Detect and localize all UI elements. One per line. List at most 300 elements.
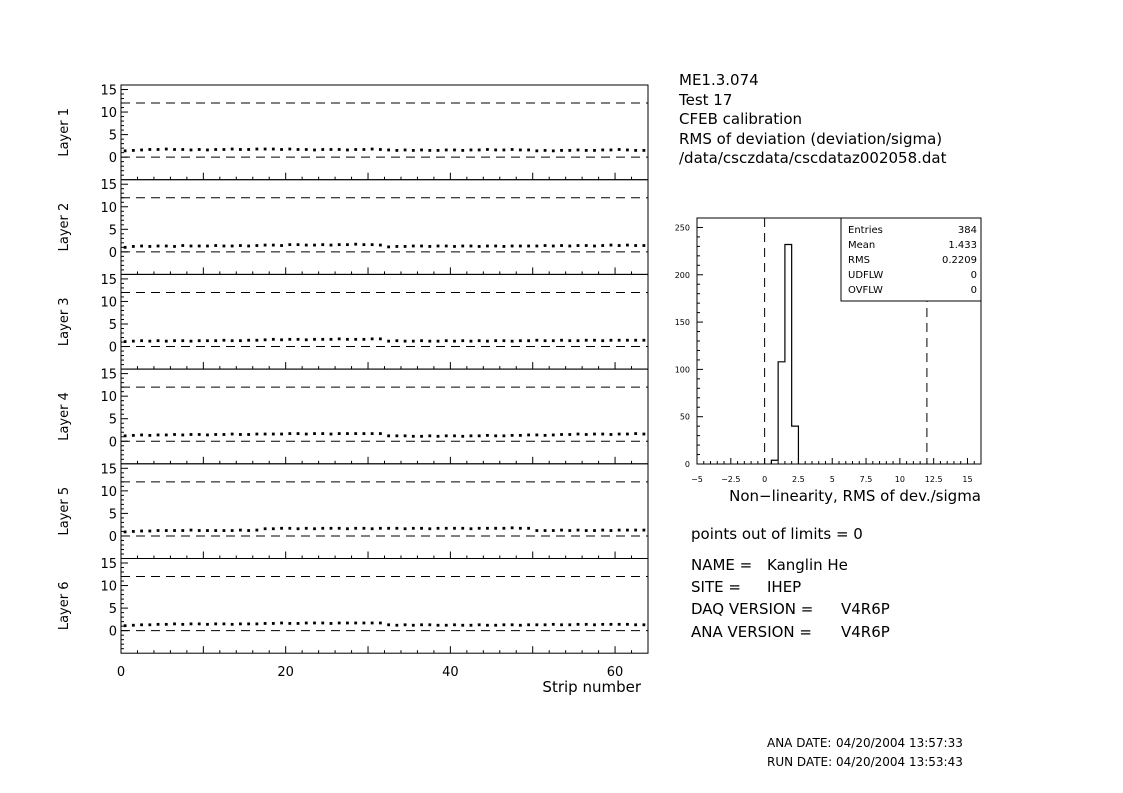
stats-value: 1.433 bbox=[948, 240, 977, 251]
data-point bbox=[494, 149, 497, 152]
data-point bbox=[404, 245, 407, 248]
data-point bbox=[494, 245, 497, 248]
layer-panel bbox=[57, 368, 648, 464]
data-point bbox=[264, 338, 267, 341]
data-point bbox=[618, 244, 621, 247]
data-point bbox=[181, 148, 184, 151]
data-point bbox=[173, 339, 176, 342]
data-point bbox=[404, 149, 407, 152]
data-point bbox=[214, 244, 217, 247]
stats-value: 0.2209 bbox=[942, 255, 977, 266]
data-point bbox=[297, 243, 300, 246]
hist-y-tick-label: 250 bbox=[674, 223, 690, 233]
data-point bbox=[453, 623, 456, 626]
data-point bbox=[552, 623, 555, 626]
data-point bbox=[148, 245, 151, 248]
data-point bbox=[198, 339, 201, 342]
data-point bbox=[371, 243, 374, 246]
y-tick-label: 0 bbox=[108, 340, 117, 356]
data-point bbox=[461, 527, 464, 530]
data-point bbox=[428, 434, 431, 437]
y-tick-label: 5 bbox=[108, 507, 117, 523]
data-point bbox=[247, 148, 250, 151]
data-point bbox=[223, 622, 226, 625]
panel-frame bbox=[121, 274, 648, 369]
data-point bbox=[461, 149, 464, 152]
data-point bbox=[255, 433, 258, 436]
y-tick-label: 15 bbox=[100, 272, 117, 288]
data-point bbox=[420, 435, 423, 438]
data-point bbox=[338, 337, 341, 340]
data-point bbox=[437, 624, 440, 627]
data-point bbox=[165, 340, 168, 343]
data-point bbox=[223, 245, 226, 248]
data-point bbox=[511, 623, 514, 626]
data-point bbox=[502, 527, 505, 530]
data-point bbox=[453, 434, 456, 437]
data-point bbox=[354, 527, 357, 530]
data-point bbox=[412, 245, 415, 248]
data-point bbox=[190, 340, 193, 343]
data-point bbox=[124, 246, 127, 249]
data-point bbox=[445, 624, 448, 627]
data-point bbox=[420, 623, 423, 626]
data-point bbox=[124, 149, 127, 152]
data-point bbox=[486, 624, 489, 627]
data-point bbox=[445, 527, 448, 530]
data-point bbox=[305, 433, 308, 436]
run-date-row bbox=[767, 755, 963, 769]
stats-value: 0 bbox=[970, 285, 977, 296]
panel-frame bbox=[121, 180, 648, 275]
panel-frame bbox=[121, 464, 648, 559]
layer-panel bbox=[57, 84, 648, 180]
hist-x-tick-label: 10 bbox=[894, 475, 905, 484]
data-point bbox=[239, 148, 242, 151]
data-point bbox=[610, 433, 613, 436]
data-point bbox=[395, 527, 398, 530]
data-point bbox=[223, 433, 226, 436]
data-point bbox=[132, 624, 135, 627]
data-point bbox=[420, 339, 423, 342]
panel-ylabel: Layer 1 bbox=[57, 108, 72, 157]
data-point bbox=[412, 340, 415, 343]
data-point bbox=[165, 623, 168, 626]
stats-label: UDFLW bbox=[848, 270, 884, 281]
data-point bbox=[321, 622, 324, 625]
data-point bbox=[305, 244, 308, 247]
data-point bbox=[379, 432, 382, 435]
ana-version-row bbox=[691, 623, 890, 641]
x-axis-label: Strip number bbox=[542, 678, 641, 697]
data-point bbox=[379, 244, 382, 247]
data-point bbox=[148, 530, 151, 533]
data-point bbox=[330, 338, 333, 341]
data-point bbox=[552, 529, 555, 532]
data-point bbox=[544, 434, 547, 437]
data-point bbox=[363, 622, 366, 625]
data-point bbox=[478, 434, 481, 437]
stats-label: OVFLW bbox=[848, 285, 883, 296]
data-point bbox=[272, 527, 275, 530]
data-point bbox=[404, 527, 407, 530]
data-point bbox=[264, 433, 267, 436]
y-tick-label: 5 bbox=[108, 318, 117, 334]
data-point bbox=[461, 339, 464, 342]
name-value: Kanglin He bbox=[767, 556, 848, 574]
data-point bbox=[223, 529, 226, 532]
data-point bbox=[297, 432, 300, 435]
data-point bbox=[527, 245, 530, 248]
data-point bbox=[140, 245, 143, 248]
hist-y-tick-label: 150 bbox=[674, 318, 690, 328]
data-point bbox=[445, 434, 448, 437]
data-point bbox=[321, 432, 324, 435]
data-point bbox=[601, 149, 604, 152]
data-point bbox=[313, 527, 316, 530]
data-point bbox=[437, 149, 440, 152]
data-point bbox=[428, 340, 431, 343]
data-point bbox=[470, 527, 473, 530]
data-point bbox=[124, 434, 127, 437]
panel-frame bbox=[121, 85, 648, 180]
data-point bbox=[140, 530, 143, 533]
y-tick-label: 15 bbox=[100, 83, 117, 99]
data-point bbox=[626, 339, 629, 342]
data-point bbox=[280, 527, 283, 530]
data-point bbox=[486, 245, 489, 248]
data-point bbox=[288, 432, 291, 435]
data-point bbox=[173, 148, 176, 151]
y-tick-label: 5 bbox=[108, 602, 117, 618]
data-point bbox=[165, 434, 168, 437]
hist-x-tick-label: 0 bbox=[762, 475, 768, 484]
data-point bbox=[288, 622, 291, 625]
x-tick-label: 20 bbox=[277, 665, 294, 681]
data-point bbox=[593, 433, 596, 436]
data-point bbox=[363, 432, 366, 435]
data-point bbox=[157, 245, 160, 248]
x-tick-label: 60 bbox=[606, 665, 624, 681]
data-point bbox=[519, 527, 522, 530]
data-point bbox=[338, 432, 341, 435]
data-point bbox=[560, 339, 563, 342]
panel-frame bbox=[121, 559, 648, 654]
data-point bbox=[272, 148, 275, 151]
data-point bbox=[601, 244, 604, 247]
data-point bbox=[486, 148, 489, 151]
x-tick-label: 40 bbox=[442, 665, 459, 681]
y-tick-label: 0 bbox=[108, 529, 117, 545]
data-point bbox=[330, 622, 333, 625]
ana-date-label: ANA DATE: bbox=[767, 736, 832, 750]
data-point bbox=[346, 622, 349, 625]
data-point bbox=[247, 433, 250, 436]
data-point bbox=[214, 433, 217, 436]
data-point bbox=[437, 435, 440, 438]
data-point bbox=[198, 148, 201, 151]
data-point bbox=[338, 622, 341, 625]
header-block bbox=[679, 71, 947, 169]
data-point bbox=[470, 434, 473, 437]
data-point bbox=[519, 339, 522, 342]
data-point bbox=[593, 339, 596, 342]
data-point bbox=[330, 244, 333, 247]
data-point bbox=[198, 433, 201, 436]
data-point bbox=[223, 339, 226, 342]
data-point bbox=[330, 433, 333, 436]
test-number: Test 17 bbox=[679, 90, 733, 109]
data-point bbox=[354, 338, 357, 341]
data-point bbox=[363, 243, 366, 246]
data-point bbox=[239, 339, 242, 342]
data-point bbox=[272, 433, 275, 436]
data-point bbox=[387, 149, 390, 152]
data-point bbox=[585, 623, 588, 626]
data-point bbox=[239, 433, 242, 436]
hist-bin bbox=[778, 362, 785, 464]
data-point bbox=[412, 149, 415, 152]
data-point bbox=[280, 148, 283, 151]
data-point bbox=[190, 529, 193, 532]
data-point bbox=[461, 245, 464, 248]
data-point bbox=[223, 148, 226, 151]
data-point bbox=[264, 622, 267, 625]
stats-label: Mean bbox=[848, 240, 876, 251]
data-point bbox=[478, 339, 481, 342]
daq-version-row bbox=[691, 600, 890, 618]
data-point bbox=[626, 623, 629, 626]
stats-value: 0 bbox=[970, 270, 977, 281]
data-point bbox=[346, 243, 349, 246]
data-point bbox=[190, 622, 193, 625]
data-point bbox=[585, 339, 588, 342]
ana-version-label: ANA VERSION = bbox=[691, 623, 812, 641]
data-point bbox=[330, 148, 333, 151]
data-point bbox=[593, 149, 596, 152]
data-point bbox=[371, 527, 374, 530]
data-point bbox=[445, 149, 448, 152]
data-point bbox=[132, 245, 135, 248]
data-point bbox=[634, 149, 637, 152]
data-point bbox=[181, 339, 184, 342]
data-point bbox=[157, 623, 160, 626]
data-point bbox=[272, 622, 275, 625]
data-point bbox=[601, 529, 604, 532]
data-point bbox=[346, 149, 349, 152]
data-point bbox=[190, 433, 193, 436]
hist-y-tick-label: 0 bbox=[684, 460, 690, 469]
hist-x-tick-label: 15 bbox=[962, 475, 973, 484]
data-point bbox=[255, 622, 258, 625]
y-tick-label: 15 bbox=[100, 557, 117, 573]
data-point bbox=[231, 148, 234, 151]
data-point bbox=[626, 149, 629, 152]
data-point bbox=[387, 340, 390, 343]
data-point bbox=[437, 527, 440, 530]
site-row bbox=[691, 578, 802, 596]
data-point bbox=[354, 243, 357, 246]
hist-bin bbox=[792, 426, 799, 464]
data-point bbox=[544, 149, 547, 152]
data-point bbox=[165, 245, 168, 248]
data-point bbox=[577, 529, 580, 532]
data-point bbox=[445, 339, 448, 342]
data-point bbox=[560, 149, 563, 152]
data-point bbox=[568, 433, 571, 436]
data-point bbox=[634, 244, 637, 247]
data-point bbox=[206, 339, 209, 342]
data-point bbox=[577, 244, 580, 247]
data-point bbox=[157, 339, 160, 342]
data-point bbox=[148, 623, 151, 626]
data-point bbox=[272, 244, 275, 247]
y-tick-label: 5 bbox=[108, 223, 117, 239]
data-point bbox=[552, 434, 555, 437]
data-point bbox=[494, 339, 497, 342]
data-point bbox=[560, 623, 563, 626]
data-point bbox=[470, 245, 473, 248]
data-point bbox=[165, 148, 168, 151]
data-point bbox=[560, 529, 563, 532]
hist-x-tick-label: −5 bbox=[691, 475, 703, 484]
data-point bbox=[239, 529, 242, 532]
data-point bbox=[255, 339, 258, 342]
hist-y-tick-label: 50 bbox=[679, 412, 690, 422]
layer-panel bbox=[57, 178, 648, 274]
data-point bbox=[338, 243, 341, 246]
data-point bbox=[642, 529, 645, 532]
data-point bbox=[173, 622, 176, 625]
data-point bbox=[642, 623, 645, 626]
data-point bbox=[313, 338, 316, 341]
data-point bbox=[535, 623, 538, 626]
data-point bbox=[297, 527, 300, 530]
data-point bbox=[231, 433, 234, 436]
data-point bbox=[313, 149, 316, 152]
data-point bbox=[577, 339, 580, 342]
y-tick-label: 5 bbox=[108, 412, 117, 428]
data-point bbox=[198, 245, 201, 248]
data-point bbox=[502, 339, 505, 342]
data-point bbox=[387, 245, 390, 248]
data-point bbox=[453, 245, 456, 248]
data-point bbox=[247, 622, 250, 625]
data-point bbox=[206, 623, 209, 626]
data-point bbox=[140, 149, 143, 152]
data-point bbox=[478, 527, 481, 530]
data-point bbox=[593, 245, 596, 248]
data-point bbox=[634, 623, 637, 626]
data-point bbox=[618, 623, 621, 626]
data-point bbox=[264, 527, 267, 530]
ana-version-value: V4R6P bbox=[841, 623, 890, 641]
data-point bbox=[478, 149, 481, 152]
data-point bbox=[502, 149, 505, 152]
data-point bbox=[140, 623, 143, 626]
data-point bbox=[363, 527, 366, 530]
panel-ylabel: Layer 3 bbox=[57, 297, 72, 347]
data-point bbox=[346, 527, 349, 530]
y-tick-label: 10 bbox=[100, 106, 117, 122]
data-point bbox=[461, 624, 464, 627]
data-point bbox=[568, 529, 571, 532]
data-point bbox=[437, 245, 440, 248]
measurement-description: RMS of deviation (deviation/sigma) bbox=[679, 129, 943, 148]
data-point bbox=[535, 245, 538, 248]
data-point bbox=[148, 340, 151, 343]
data-point bbox=[321, 243, 324, 246]
hist-x-tick-label: −2.5 bbox=[721, 475, 741, 484]
data-point bbox=[255, 529, 258, 532]
data-point bbox=[181, 623, 184, 626]
data-point bbox=[280, 622, 283, 625]
data-point bbox=[280, 433, 283, 436]
y-tick-label: 10 bbox=[100, 295, 117, 311]
data-point bbox=[272, 338, 275, 341]
data-point bbox=[552, 245, 555, 248]
data-point bbox=[601, 433, 604, 436]
y-tick-label: 15 bbox=[100, 462, 117, 478]
data-point bbox=[535, 529, 538, 532]
data-point bbox=[239, 622, 242, 625]
data-point bbox=[618, 339, 621, 342]
data-point bbox=[404, 623, 407, 626]
data-point bbox=[577, 623, 580, 626]
data-point bbox=[206, 434, 209, 437]
data-point bbox=[165, 529, 168, 532]
data-point bbox=[634, 339, 637, 342]
data-point bbox=[453, 149, 456, 152]
data-point bbox=[486, 434, 489, 437]
data-point bbox=[280, 338, 283, 341]
data-point bbox=[173, 245, 176, 248]
data-point bbox=[428, 527, 431, 530]
data-point bbox=[346, 432, 349, 435]
data-point bbox=[231, 245, 234, 248]
test-name: CFEB calibration bbox=[679, 110, 803, 128]
data-point bbox=[214, 148, 217, 151]
data-point bbox=[478, 245, 481, 248]
data-point bbox=[618, 529, 621, 532]
data-point bbox=[610, 339, 613, 342]
data-point bbox=[214, 339, 217, 342]
data-point bbox=[618, 433, 621, 436]
data-point bbox=[560, 244, 563, 247]
name-row bbox=[691, 556, 848, 574]
data-point bbox=[363, 338, 366, 341]
data-point bbox=[354, 622, 357, 625]
data-point bbox=[305, 148, 308, 151]
panel-ylabel: Layer 4 bbox=[57, 392, 72, 441]
data-point bbox=[535, 339, 538, 342]
data-point bbox=[206, 245, 209, 248]
data-point bbox=[231, 339, 234, 342]
data-point bbox=[346, 338, 349, 341]
name-label: NAME = bbox=[691, 556, 753, 574]
run-date-value: 04/20/2004 13:53:43 bbox=[836, 755, 963, 769]
data-point bbox=[305, 622, 308, 625]
data-point bbox=[585, 433, 588, 436]
run-date-label: RUN DATE: bbox=[767, 755, 833, 769]
data-point bbox=[470, 624, 473, 627]
layer-panel bbox=[57, 273, 648, 369]
data-point bbox=[206, 149, 209, 152]
data-point bbox=[527, 149, 530, 152]
data-point bbox=[511, 245, 514, 248]
data-point bbox=[527, 527, 530, 530]
data-point bbox=[321, 338, 324, 341]
